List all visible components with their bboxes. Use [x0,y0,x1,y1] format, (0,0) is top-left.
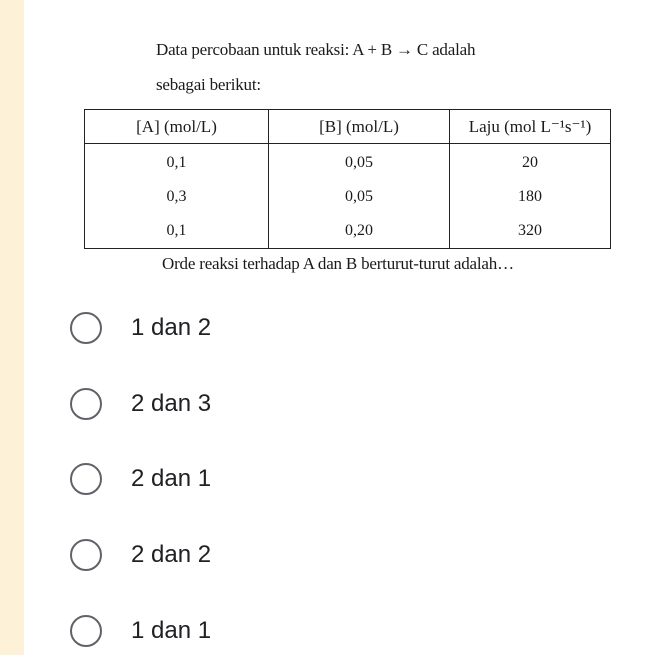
table-row [85,180,611,214]
table-cell: 320 [450,214,611,249]
question-intro-line-2: sebagai berikut: [156,75,261,94]
radio-button[interactable] [70,312,102,344]
answer-option-4[interactable] [70,535,211,575]
left-accent-strip [0,0,24,655]
radio-button[interactable] [70,615,102,647]
table-cell: 0,05 [269,144,450,181]
table-cell: 0,20 [269,214,450,249]
table-header-rate: Laju (mol L⁻¹s⁻¹) [450,110,611,144]
radio-button[interactable] [70,463,102,495]
table-cell: 0,3 [85,180,269,214]
radio-button[interactable] [70,539,102,571]
answer-option-5[interactable] [70,611,211,651]
table-row [85,144,611,181]
question-caption: Orde reaksi terhadap A dan B berturut-turut adalah… [162,254,514,273]
table-row [85,214,611,249]
table-header-a: [A] (mol/L) [85,110,269,144]
answer-option-2[interactable] [70,384,211,424]
question-image [84,36,609,281]
answer-option-3[interactable] [70,459,211,499]
table-cell: 0,1 [85,214,269,249]
table-cell: 0,05 [269,180,450,214]
question-intro-line-1: Data percobaan untuk reaksi: A + B → C adalah [156,40,476,59]
answer-option-label: 2 dan 1 [131,465,212,492]
answer-option-label: 1 dan 1 [131,617,212,644]
table-header-row [85,110,611,144]
table-cell: 0,1 [85,144,269,181]
answer-option-1[interactable] [70,308,211,348]
table-header-b: [B] (mol/L) [269,110,450,144]
answer-option-label: 2 dan 3 [131,390,212,417]
data-table [84,109,611,249]
table-cell: 20 [450,144,611,181]
answer-option-label: 2 dan 2 [131,541,212,568]
radio-button[interactable] [70,388,102,420]
answer-option-label: 1 dan 2 [131,314,212,341]
table-cell: 180 [450,180,611,214]
